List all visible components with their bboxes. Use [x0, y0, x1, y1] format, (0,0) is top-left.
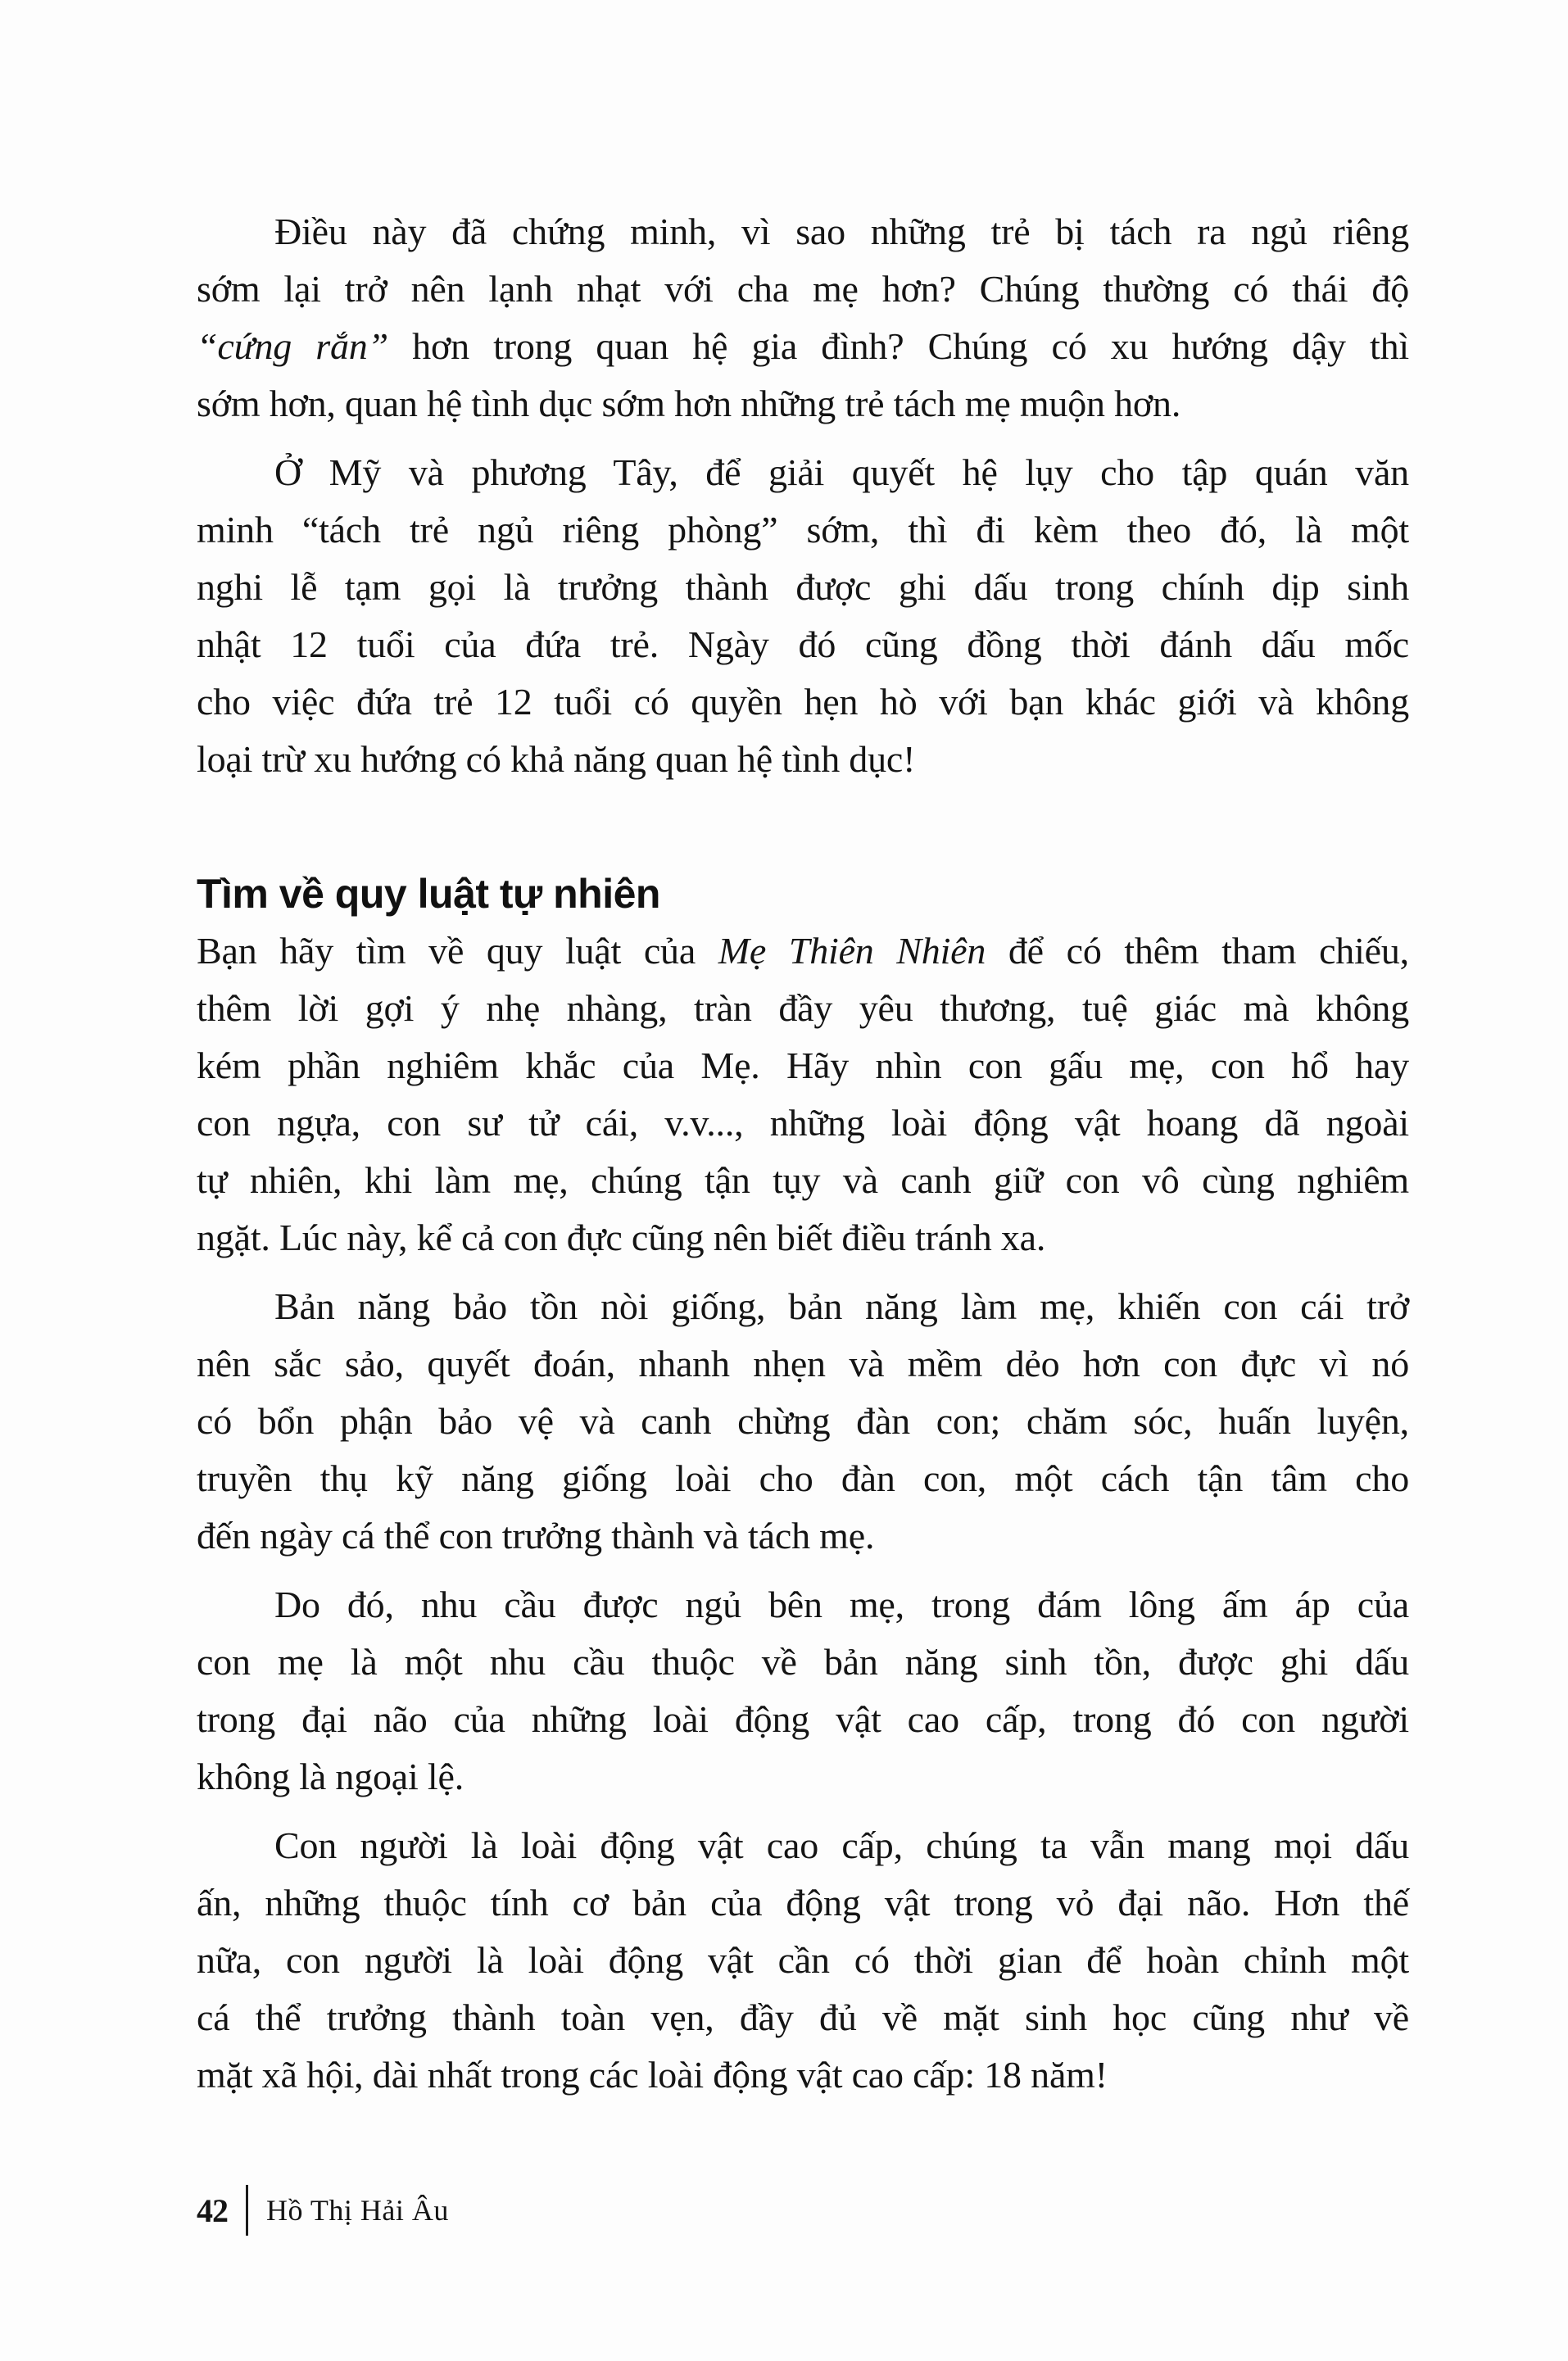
text-line: nghi lễ tạm gọi là trưởng thành được ghi dấu trong chính dịp sinh: [197, 566, 1409, 608]
text-line: sớm hơn, quan hệ tình dục sớm hơn những trẻ tách mẹ muộn hơn.: [197, 383, 1181, 424]
paragraph: [197, 444, 1409, 788]
paragraph: [197, 1576, 1409, 1806]
text-line: ấn, những thuộc tính cơ bản của động vật trong vỏ đại não. Hơn thế: [197, 1882, 1409, 1924]
text-line: “cứng rắn” hơn trong quan hệ gia đình? Chúng có xu hướng dậy thì: [197, 325, 1410, 367]
paragraph: [197, 203, 1409, 433]
paragraph: [197, 1278, 1409, 1565]
text-line: Ở Mỹ và phương Tây, để giải quyết hệ lụy cho tập quán văn: [274, 451, 1409, 493]
text-line: sớm lại trở nên lạnh nhạt với cha mẹ hơn? Chúng thường có thái độ: [197, 268, 1409, 310]
text-line: nữa, con người là loài động vật cần có thời gian để hoàn chỉnh một: [197, 1939, 1409, 1981]
content: [197, 203, 1409, 2115]
text-line: cá thể trưởng thành toàn vẹn, đầy đủ về mặt sinh học cũng như về: [197, 1996, 1409, 2038]
text-line: ngặt. Lúc này, kể cả con đực cũng nên biết điều tránh xa.: [197, 1217, 1046, 1258]
text-line: con mẹ là một nhu cầu thuộc về bản năng sinh tồn, được ghi dấu: [197, 1641, 1409, 1683]
text-line: không là ngoại lệ.: [197, 1756, 464, 1797]
footer-divider: [246, 2185, 248, 2236]
text-line: trong đại não của những loài động vật cao cấp, trong đó con người: [197, 1698, 1409, 1740]
paragraph: [197, 1817, 1409, 2104]
text-line: nhật 12 tuổi của đứa trẻ. Ngày đó cũng đồng thời đánh dấu mốc: [197, 623, 1409, 665]
text-line: kém phần nghiêm khắc của Mẹ. Hãy nhìn con gấu mẹ, con hổ hay: [197, 1045, 1409, 1086]
text-line: con ngựa, con sư tử cái, v.v..., những loài động vật hoang dã ngoài: [197, 1102, 1409, 1144]
text-line: cho việc đứa trẻ 12 tuổi có quyền hẹn hò với bạn khác giới và không: [197, 681, 1409, 723]
text-line: truyền thụ kỹ năng giống loài cho đàn con, một cách tận tâm cho: [197, 1457, 1409, 1499]
text-line: Do đó, nhu cầu được ngủ bên mẹ, trong đám lông ấm áp của: [274, 1584, 1409, 1625]
page-number: 42: [197, 2191, 228, 2229]
text-line: Con người là loài động vật cao cấp, chúng ta vẫn mang mọi dấu: [274, 1824, 1409, 1866]
text-line: Bạn hãy tìm về quy luật của Mẹ Thiên Nhiên để có thêm tham chiếu,: [197, 930, 1409, 972]
text-line: Điều này đã chứng minh, vì sao những trẻ bị tách ra ngủ riêng: [274, 211, 1409, 252]
page-footer: [197, 2181, 449, 2240]
text-line: có bổn phận bảo vệ và canh chừng đàn con; chăm sóc, huấn luyện,: [197, 1400, 1409, 1442]
text-line: minh “tách trẻ ngủ riêng phòng” sớm, thì đi kèm theo đó, là một: [197, 509, 1409, 551]
section-heading: Tìm về quy luật tự nhiên: [197, 871, 660, 917]
text-line: thêm lời gợi ý nhẹ nhàng, tràn đầy yêu thương, tuệ giác mà không: [197, 987, 1409, 1029]
text-line: nên sắc sảo, quyết đoán, nhanh nhẹn và mềm dẻo hơn con đực vì nó: [197, 1343, 1409, 1384]
text-line: tự nhiên, khi làm mẹ, chúng tận tụy và canh giữ con vô cùng nghiêm: [197, 1159, 1409, 1201]
text-line: loại trừ xu hướng có khả năng quan hệ tình dục!: [197, 738, 916, 780]
text-line: đến ngày cá thể con trưởng thành và tách mẹ.: [197, 1515, 875, 1557]
paragraph: [197, 922, 1409, 1267]
text-line: mặt xã hội, dài nhất trong các loài động vật cao cấp: 18 năm!: [197, 2054, 1108, 2096]
text-line: Bản năng bảo tồn nòi giống, bản năng làm mẹ, khiến con cái trở: [274, 1285, 1409, 1327]
author-name: Hồ Thị Hải Âu: [266, 2194, 449, 2227]
